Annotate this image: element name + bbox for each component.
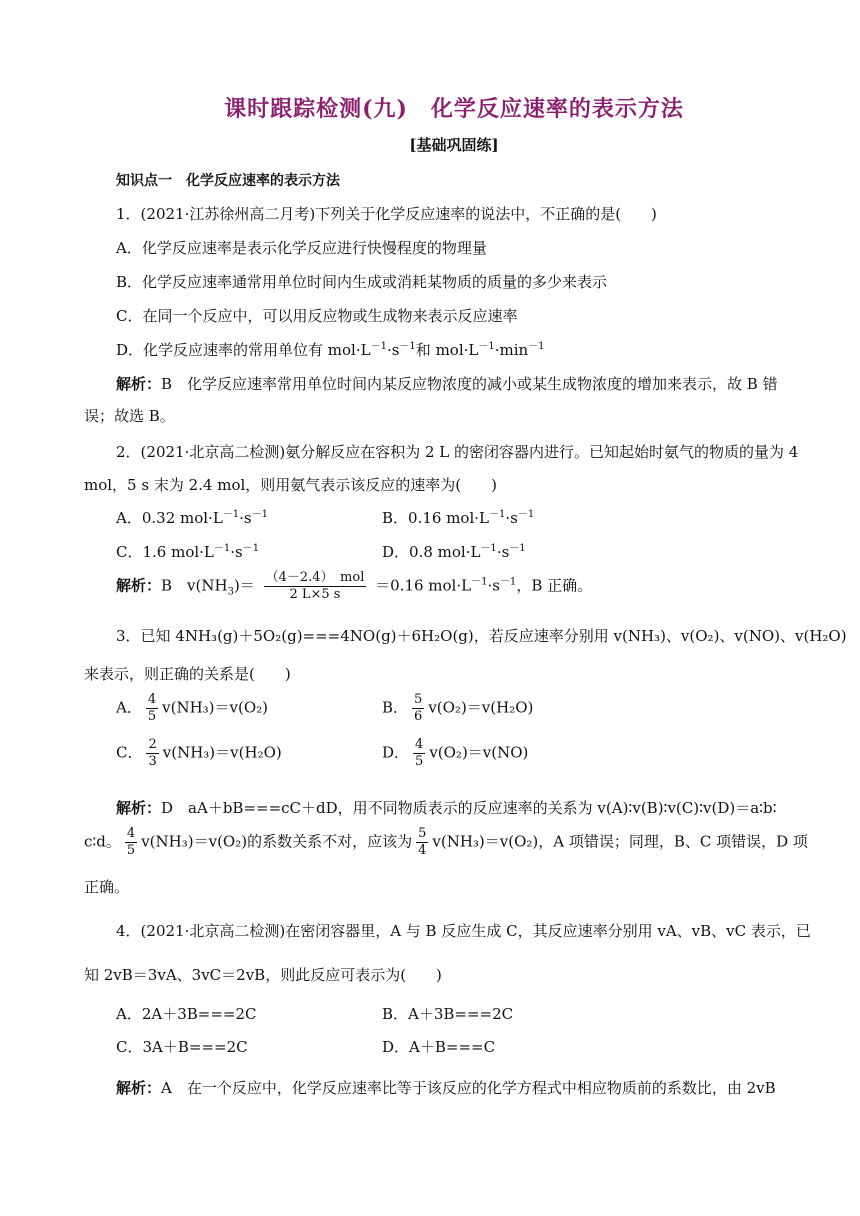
q1-option-c: C．在同一个反应中，可以用反应物或生成物来表示反应速率 [116,307,518,325]
q4-stem-cont: 知 2vB＝3vA、3vC＝2vB，则此反应可表示为( ) [84,966,442,984]
q4-stem: 4．(2021·北京高二检测)在密闭容器里，A 与 B 反应生成 C，其反应速率分别用 vA、vB、vC 表示，已 [116,922,811,940]
q1-option-b: B．化学反应速率通常用单位时间内生成或消耗某物质的质量的多少来表示 [116,273,608,291]
q4-option-a: A．2A＋3B===2C [116,1005,257,1023]
q3-stem-cont: 来表示，则正确的关系是( ) [84,665,291,683]
q3-option-c: C． $\frac{2}{3}$ v(NH₃)＝v(H₂O) [116,737,282,769]
q3-option-a: A． $\frac{4}{5}$ v(NH₃)＝v(O₂) [116,692,269,724]
section-heading: 知识点一 化学反应速率的表示方法 [116,173,340,189]
page-subtitle: [基础巩固练] [409,136,499,154]
q3-option-d: D． $\frac{4}{5}$ v(O₂)＝v(NO) [382,737,529,769]
q1-option-d: D．化学反应速率的常用单位有 $mol\cdot L^{-1}\cdot s^{-1}$和 $mol\cdot L^{-1}\cdot\min^{-1}$ [116,341,545,359]
q2-option-b: B．0.16 $mol\cdot L^{-1}\cdot s^{-1}$ [382,509,535,527]
q3-answer-cont: c∶d。 $\frac{4}{5}$ v(NH₃)＝v(O₂)的系数关系不对，应该为 $\frac{5}{4}$ v(NH₃)＝v(O₂)，A 项错误；同理，B、C 项错误，D 项 [84,826,808,858]
q2-option-c: C．1.6 $mol\cdot L^{-1}\cdot s^{-1}$ [116,543,260,561]
q2-fraction: $\frac{\text{（4－2.4） mol}}{2 L\times 5 s}$ [265,570,365,602]
q4-option-d: D．A＋B===C [382,1038,496,1056]
q2-answer: 解析：B $v(NH_3)=$ $\frac{\text{（4－2.4） mol}}{2 L\times 5 s}$ ＝0.16 $mol\cdot L^{-1}\cdot s^{-1}$，B 正确。 [116,570,593,602]
q3-option-b: B． $\frac{5}{6}$ v(O₂)＝v(H₂O) [382,692,534,724]
q1-answer: 解析：B 化学反应速率常用单位时间内某反应物浓度的减小或某生成物浓度的增加来表示，故 B 错 [116,375,778,393]
q4-option-c: C．3A＋B===2C [116,1038,248,1056]
q4-option-b: B．A＋3B===2C [382,1005,514,1023]
q3-stem: 3．已知 4NH₃(g)＋5O₂(g)===4NO(g)＋6H₂O(g)，若反应速率分别用 v(NH₃)、v(O₂)、v(NO)、v(H₂O) [116,627,847,645]
q2-option-d: D．0.8 $mol\cdot L^{-1}\cdot s^{-1}$ [382,543,526,561]
q3-answer-end: 正确。 [84,878,130,896]
q4-answer: 解析：A 在一个反应中，化学反应速率比等于该反应的化学方程式中相应物质前的系数比，由 2vB [116,1079,776,1097]
q1-stem: 1．(2021·江苏徐州高二月考)下列关于化学反应速率的说法中，不正确的是( ) [116,205,657,223]
q2-stem-cont: mol，5 s 末为 2.4 mol，则用氨气表示该反应的速率为( ) [84,476,497,494]
q2-stem: 2．(2021·北京高二检测)氨分解反应在容积为 2 L 的密闭容器内进行。已知起始时氨气的物质的量为 4 [116,443,799,461]
q1-option-a: A．化学反应速率是表示化学反应进行快慢程度的物理量 [116,239,487,257]
q3-answer: 解析：D aA＋bB===cC＋dD，用不同物质表示的反应速率的关系为 v(A)∶v(B)∶v(C)∶v(D)＝a∶b∶ [116,799,777,817]
q1-answer-cont: 误；故选 B。 [84,407,175,425]
page-title: 课时跟踪检测(九) 化学反应速率的表示方法 [224,96,684,122]
q2-option-a: A．0.32 $mol\cdot L^{-1}\cdot s^{-1}$ [116,509,268,527]
